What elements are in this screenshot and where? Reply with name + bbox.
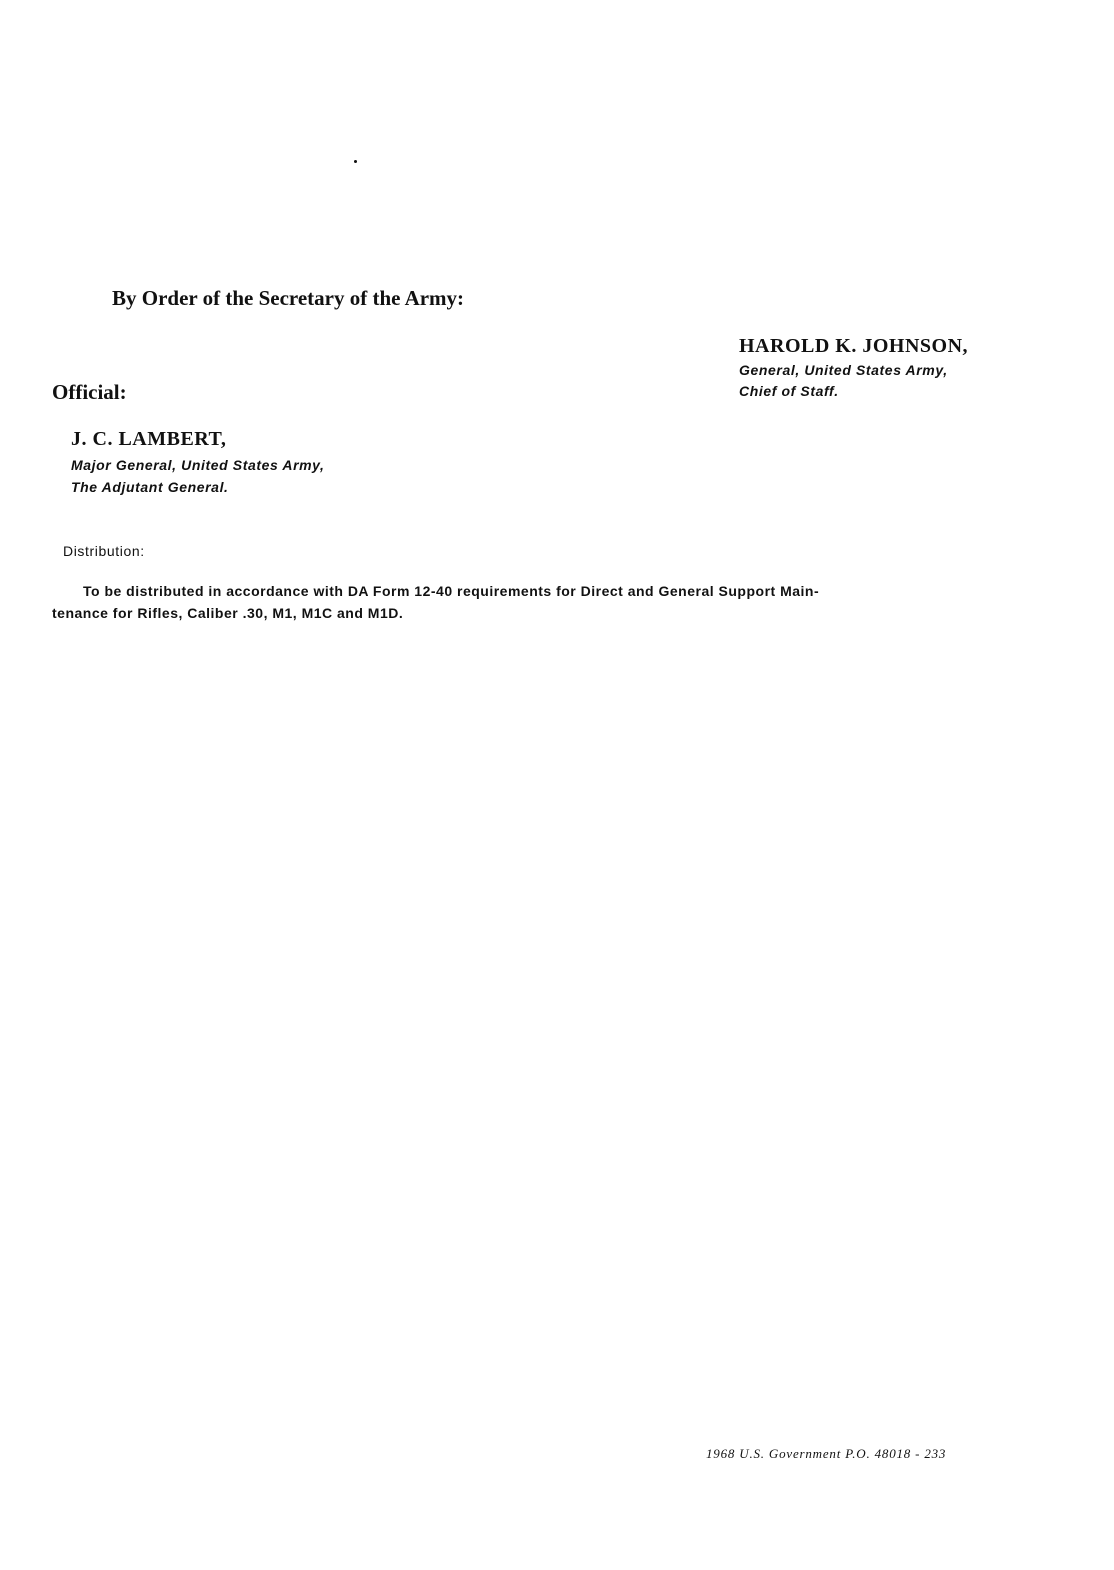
- distribution-label: Distribution:: [63, 543, 145, 559]
- chief-of-staff-name: HAROLD K. JOHNSON,: [739, 335, 969, 357]
- distribution-text-line2: tenance for Rifles, Caliber .30, M1, M1C and M1D.: [52, 605, 404, 621]
- adjutant-general-title-line1: Major General, United States Army,: [71, 457, 325, 473]
- adjutant-general-title-line2: The Adjutant General.: [71, 479, 229, 495]
- adjutant-general-name: J. C. LAMBERT,: [71, 428, 227, 450]
- chief-of-staff-title-line1: General, United States Army,: [739, 362, 948, 378]
- chief-of-staff-title-line2: Chief of Staff.: [739, 383, 839, 399]
- distribution-text-line1: To be distributed in accordance with DA Form 12-40 requirements for Direct and General Support Main-: [83, 583, 820, 599]
- distribution-text: [52, 580, 987, 624]
- scan-speck: [354, 160, 357, 163]
- printing-office-line: 1968 U.S. Government P.O. 48018 - 233: [706, 1446, 947, 1461]
- order-heading: By Order of the Secretary of the Army:: [112, 286, 465, 310]
- official-label: Official:: [52, 380, 127, 404]
